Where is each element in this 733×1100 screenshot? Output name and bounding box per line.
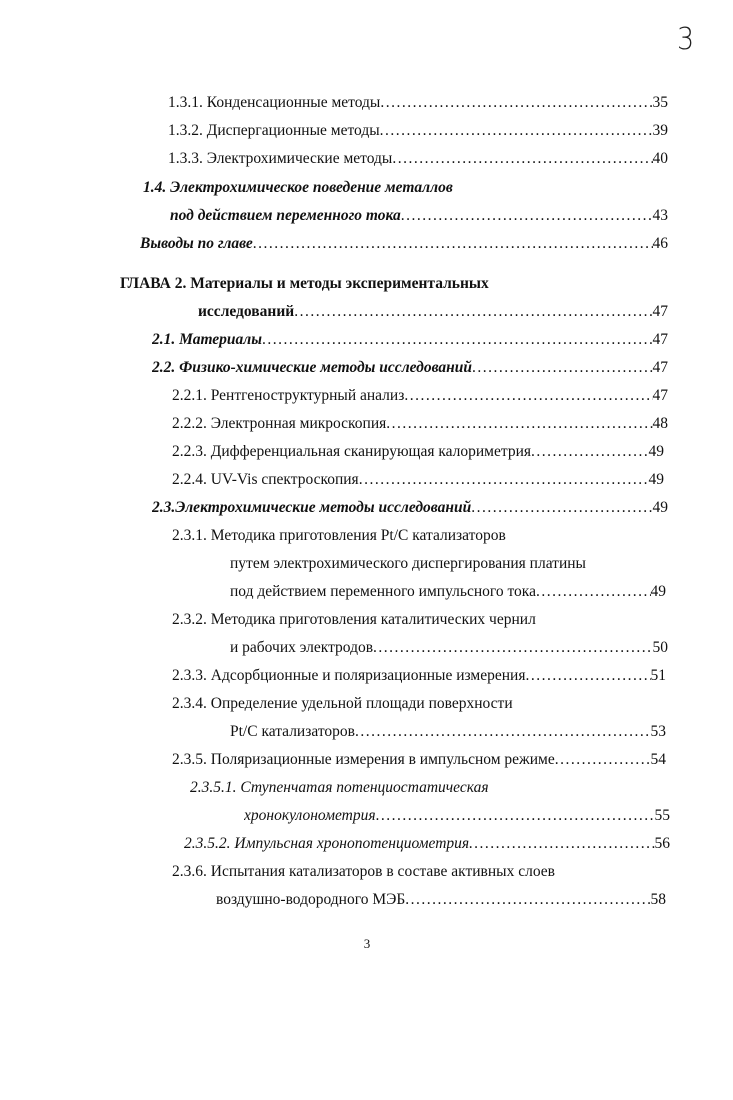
toc-entry-title: 2.3.5.2. Импульсная хронопотенциометрия [184, 835, 470, 852]
toc-entry-page: 54 [650, 751, 666, 768]
handwritten-page-number: 3 [676, 22, 695, 57]
toc-entry-page: 51 [650, 667, 666, 684]
leader-dots [376, 804, 655, 828]
toc-section-1-4-line1: 1.4. Электрохимическое поведение металлов [143, 179, 453, 196]
toc-entry-page: 47 [652, 359, 668, 376]
leader-dots [253, 232, 653, 256]
toc-entry-1-3-3 [168, 147, 668, 171]
toc-chapter-2-line1: ГЛАВА 2. Материалы и методы экспериментальных [120, 275, 489, 292]
leader-dots [380, 119, 653, 143]
toc-entry-page: 49 [652, 499, 668, 516]
toc-entry-title: 2.2.4. UV-Vis спектроскопия [172, 471, 359, 488]
toc-entry-page: 46 [652, 235, 668, 252]
toc-entry-1-3-2 [168, 119, 668, 143]
leader-dots [536, 580, 651, 604]
toc-entry-2-3-6-line1: 2.3.6. Испытания катализаторов в составе активных слоев [172, 863, 555, 880]
toc-entry-2-3-2 [230, 636, 668, 660]
toc-entry-page: 47 [652, 331, 668, 348]
leader-dots [525, 664, 650, 688]
toc-entry-page: 49 [650, 583, 666, 600]
toc-conclusions [140, 232, 668, 256]
toc-entry-page: 39 [652, 122, 668, 139]
toc-entry-page: 47 [652, 303, 668, 320]
toc-entry-page: 35 [652, 94, 668, 111]
leader-dots [359, 468, 649, 492]
toc-entry-title: 2.1. Материалы [152, 331, 262, 348]
toc-entry-title: 2.3.Электрохимические методы исследований [152, 499, 472, 516]
toc-entry-title: 2.2.3. Дифференциальная сканирующая калориметрия [172, 443, 532, 460]
toc-section-2-3 [152, 496, 668, 520]
toc-entry-2-3-6 [216, 888, 666, 912]
leader-dots [355, 720, 651, 744]
toc-entry-title: 2.2.2. Электронная микроскопия [172, 415, 387, 432]
leader-dots [472, 356, 653, 380]
toc-entry-title: и рабочих электродов [230, 639, 374, 656]
toc-entry-page: 58 [650, 891, 666, 908]
toc-entry-title: 2.3.3. Адсорбционные и поляризационные измерения [172, 667, 526, 684]
toc-entry-title: 1.3.1. Конденсационные методы [168, 94, 381, 111]
toc-section-2-2 [152, 356, 668, 380]
toc-entry-page: 47 [652, 387, 668, 404]
toc-entry-1-3-1 [168, 91, 668, 115]
leader-dots [555, 748, 651, 772]
toc-entry-page: 53 [650, 723, 666, 740]
leader-dots [471, 496, 652, 520]
toc-entry-title: под действием переменного тока [170, 207, 401, 224]
leader-dots [469, 832, 654, 856]
toc-entry-2-3-5 [172, 748, 666, 772]
toc-entry-2-3-5-1-line1: 2.3.5.1. Ступенчатая потенциостатическая [190, 779, 489, 796]
toc-entry-page: 49 [648, 443, 664, 460]
toc-entry-page: 50 [652, 639, 668, 656]
toc-section-1-4 [170, 204, 668, 228]
toc-entry-2-2-2 [172, 412, 668, 436]
toc-entry-title: под действием переменного импульсного тока [230, 583, 536, 600]
toc-section-2-1 [152, 328, 668, 352]
leader-dots [392, 147, 652, 171]
toc-entry-2-2-4 [172, 468, 664, 492]
toc-entry-title: 2.2.1. Рентгеноструктурный анализ [172, 387, 405, 404]
leader-dots [531, 440, 648, 464]
toc-entry-title: 2.2. Физико-химические методы исследований [152, 359, 472, 376]
toc-entry-title: воздушно-водородного МЭБ [216, 891, 406, 908]
toc-entry-title: 2.3.5. Поляризационные измерения в импульсном режиме [172, 751, 555, 768]
toc-entry-2-2-1 [172, 384, 668, 408]
leader-dots [401, 204, 653, 228]
toc-entry-2-3-4 [230, 720, 666, 744]
toc-entry-2-3-1-line2: путем электрохимического диспергирования платины [230, 555, 586, 572]
toc-entry-page: 48 [652, 415, 668, 432]
leader-dots [373, 636, 652, 660]
toc-entry-title: 1.3.2. Диспергационные методы [168, 122, 380, 139]
toc-entry-page: 49 [648, 471, 664, 488]
leader-dots [262, 328, 653, 352]
toc-entry-2-3-1-line1: 2.3.1. Методика приготовления Pt/C катализаторов [172, 527, 506, 544]
toc-entry-2-2-3 [172, 440, 664, 464]
leader-dots [380, 91, 652, 115]
toc-entry-page: 40 [652, 150, 668, 167]
toc-entry-title: хронокулонометрия [244, 807, 376, 824]
leader-dots [386, 412, 652, 436]
toc-entry-2-3-4-line1: 2.3.4. Определение удельной площади поверхности [172, 695, 513, 712]
toc-entry-page: 55 [654, 807, 670, 824]
leader-dots [405, 888, 650, 912]
toc-entry-title: Pt/C катализаторов [230, 723, 355, 740]
toc-entry-2-3-5-1 [244, 804, 670, 828]
leader-dots [294, 300, 652, 324]
toc-entry-title: 1.3.3. Электрохимические методы [168, 150, 393, 167]
toc-entry-page: 56 [654, 835, 670, 852]
leader-dots [404, 384, 652, 408]
toc-entry-2-3-3 [172, 664, 666, 688]
toc-entry-2-3-2-line1: 2.3.2. Методика приготовления каталитических чернил [172, 611, 536, 628]
toc-entry-title: Выводы по главе [140, 235, 253, 252]
toc-entry-2-3-5-2 [184, 832, 670, 856]
toc-entry-2-3-1 [230, 580, 666, 604]
footer-page-number: 3 [363, 936, 371, 951]
toc-entry-title: исследований [198, 303, 295, 320]
toc-chapter-2 [198, 300, 668, 324]
toc-entry-page: 43 [652, 207, 668, 224]
